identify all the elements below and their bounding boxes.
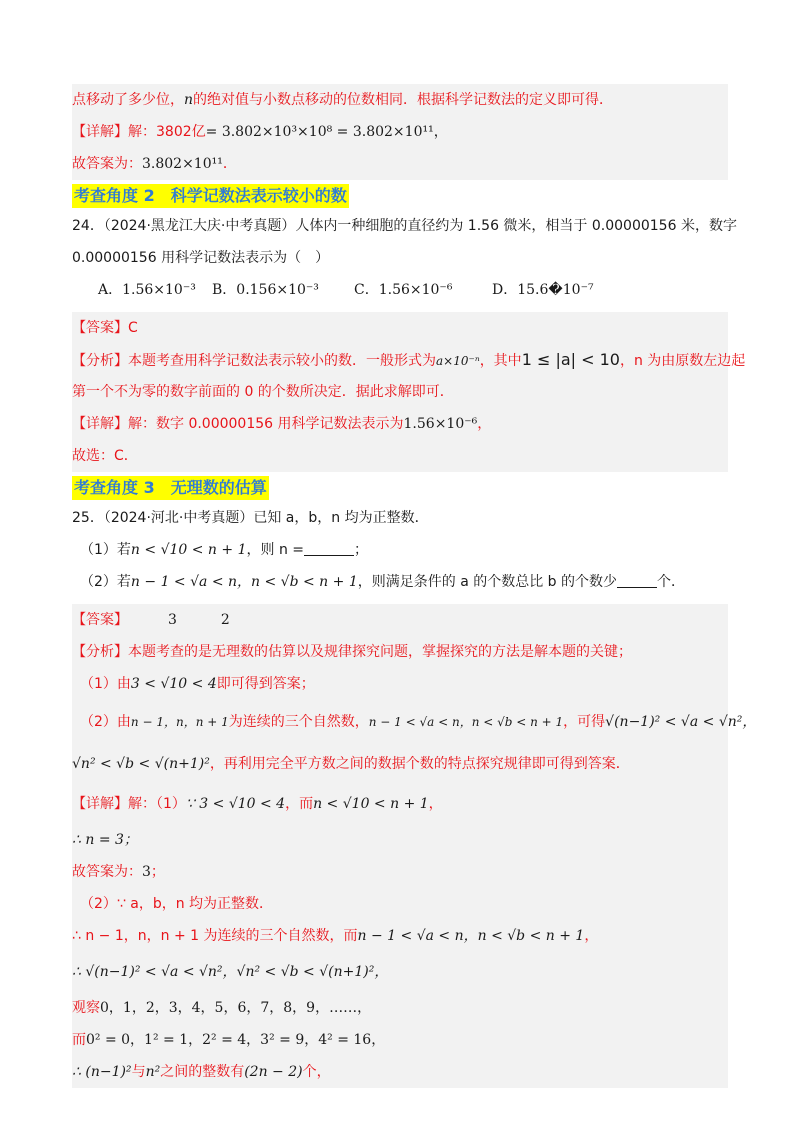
detail-25-9: ∴ (n−1)²与n²之间的整数有(2n − 2)个， [72,1056,728,1088]
choose-24: 故选：C． [72,440,728,472]
detail-25-4: （2）∵ a，b，n 均为正整数． [72,888,728,920]
analysis-24: 【分析】本题考查用科学记数法表示较小的数．一般形式为a×10⁻ⁿ，其中1 ≤ |a| < 10，n 为由原数左边起 [72,344,728,376]
option-b: B．0.156×10⁻³ [212,282,319,298]
section-heading [72,180,728,210]
analysis-continuation: 点移动了多少位，n的绝对值与小数点移动的位数相同．根据科学记数法的定义即可得． [72,84,728,116]
heading-angle-2: 考查角度 2 科学记数法表示较小的数 [72,184,349,208]
section-heading [72,472,728,502]
analysis-25-step2-cont: √n² < √b < √(n+1)²，再利用完全平方数之间的数据个数的特点探究规律即可得到答案． [72,744,728,784]
question-24-options [72,274,728,306]
option-c: C．1.56×10⁻⁶ [354,282,453,298]
question-25: 25．（2024·河北·中考真题）已知 a，b，n 均为正整数． [72,510,429,526]
detail-25-8: 而0² = 0，1² = 1，2² = 4，3² = 9，4² = 16， [72,1024,728,1056]
analysis-25-step1: （1）由3 < √10 < 4即可得到答案； [72,668,728,700]
analysis-24-cont: 第一个不为零的数字前面的 0 的个数所决定．据此求解即可． [72,376,728,408]
answer-line: 故答案为：3.802×10¹¹． [72,148,728,180]
detail-25-3: 故答案为：3； [72,856,728,888]
heading-angle-3: 考查角度 3 无理数的估算 [72,476,269,500]
option-a: A．1.56×10⁻³ [98,282,196,298]
answer-24: 【答案】C [72,312,728,344]
analysis-25: 【分析】本题考查的是无理数的估算以及规律探究问题，掌握探究的方法是解本题的关键； [72,636,728,668]
answer-blank-1[interactable] [304,537,354,556]
question-24: 24．（2024·黑龙江大庆·中考真题）人体内一种细胞的直径约为 1.56 微米，相当于 0.00000156 米，数字 [72,218,737,234]
document-page [72,84,757,1088]
detail-25-6: ∴ √(n−1)² < √a < √n²，√n² < √b < √(n+1)²， [72,952,728,992]
detail-25-7: 观察0，1，2，3，4，5，6，7，8，9，……， [72,992,728,1024]
answer-25: 【答案】 3 2 [72,604,728,636]
question-24-cont: 0.00000156 用科学记数法表示为（ ） [72,250,330,266]
question-25-part2: （2）若n − 1 < √a < n，n < √b < n + 1，则满足条件的 a 的个数总比 b 的个数少 个． [72,566,728,598]
detail-line: 【详解】解：3802亿= 3.802×10³×10⁸ = 3.802×10¹¹， [72,116,728,148]
analysis-25-step2: （2）由n − 1，n，n + 1为连续的三个自然数，n − 1 < √a < n，n < √b < n + 1，可得√(n−1)² < √a < √n²， [72,700,728,744]
answer-blank-2[interactable] [617,569,657,588]
option-d: D．15.6�10⁻⁷ [492,282,594,298]
question-25-part1: （1）若n < √10 < n + 1，则 n = ； [72,534,728,566]
detail-25-1: 【详解】解：（1）∵ 3 < √10 < 4，而n < √10 < n + 1， [72,784,728,824]
detail-25-2: ∴ n = 3； [72,824,728,856]
detail-25-5: ∴ n − 1，n，n + 1 为连续的三个自然数，而n − 1 < √a < n，n < √b < n + 1， [72,920,728,952]
detail-24: 【详解】解：数字 0.00000156 用科学记数法表示为1.56×10⁻⁶， [72,408,728,440]
